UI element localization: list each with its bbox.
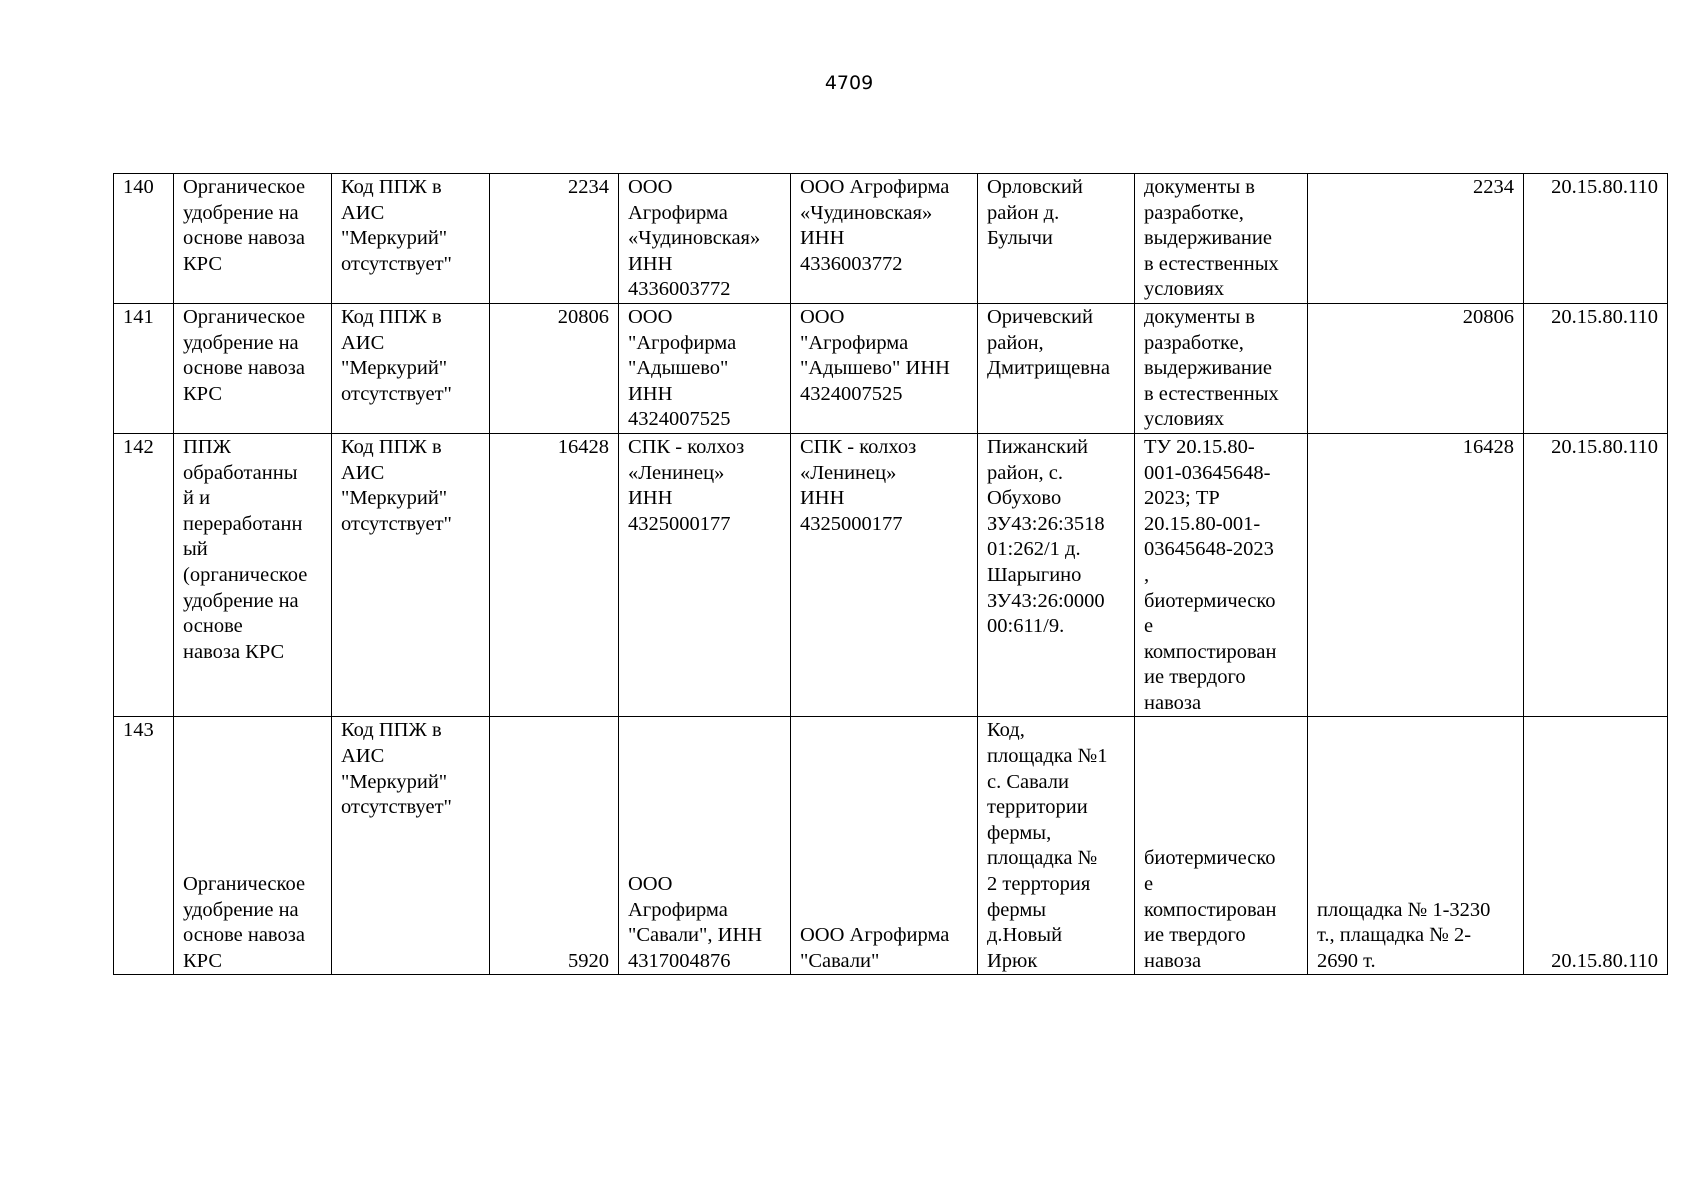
amount-value: 16428 [1462,435,1514,458]
okpd-code: 20.15.80.110 [1551,435,1658,458]
location-text: Пижанский район, с. Обухово ЗУ43:26:3518 01:262/1 д. Шарыгино ЗУ43:26:0000 00:611/9. [987,435,1105,638]
row-number: 143 [123,719,154,742]
page-number: 4709 [824,72,874,94]
okpd-cell [1524,174,1668,304]
volume-cell [490,174,619,304]
producer-name: СПК - колхоз «Ленинец» ИНН 4325000177 [628,435,745,535]
row-number: 141 [123,305,154,328]
amount-value: 2234 [1473,176,1514,198]
okpd-code: 20.15.80.110 [1551,949,1658,972]
docs-cell [1135,174,1308,304]
product-cell [174,174,332,304]
okpd-code: 20.15.80.110 [1551,305,1658,328]
producer-cell [619,303,791,433]
table-row [114,433,1668,717]
okpd-cell [1524,717,1668,975]
okpd-cell [1524,303,1668,433]
okpd-cell [1524,433,1668,717]
product-cell [174,303,332,433]
producer-cell [619,174,791,304]
amount-value: площадка № 1-3230 т., плащадка № 2- 2690 т. [1317,898,1491,972]
amount-cell [1308,303,1524,433]
location-text: Код, площадка №1 с. Савали территории фермы, площадка № 2 терртория фермы д.Новый Ирюк [987,719,1108,972]
row-number: 140 [123,176,154,198]
row-number-cell [114,303,174,433]
amount-cell [1308,717,1524,975]
product-name: Органическое удобрение на основе навоза КРС [183,873,306,972]
location-cell [978,433,1135,717]
producer-name: ООО Агрофирма "Савали", ИНН 4317004876 [628,873,763,972]
owner-cell [791,433,978,717]
code-cell [332,174,490,304]
volume-value: 5920 [568,949,609,972]
product-name: Органическое удобрение на основе навоза КРС [183,176,306,275]
producer-cell [619,717,791,975]
volume-value: 20806 [557,305,609,328]
mercury-code: Код ППЖ в АИС "Меркурий" отсутствует" [341,305,452,405]
product-name: Органическое удобрение на основе навоза КРС [183,305,306,405]
location-cell [978,717,1135,975]
producer-name: ООО "Агрофирма "Адышево" ИНН 4324007525 [628,305,737,431]
product-cell [174,433,332,717]
code-cell [332,303,490,433]
location-cell [978,303,1135,433]
docs-cell [1135,433,1308,717]
okpd-code: 20.15.80.110 [1551,176,1658,198]
mercury-code: Код ППЖ в АИС "Меркурий" отсутствует" [341,719,452,819]
volume-cell [490,303,619,433]
owner-cell [791,717,978,975]
row-number-cell [114,717,174,975]
owner-name: ООО Агрофирма «Чудиновская» ИНН 4336003772 [800,176,950,275]
mercury-code: Код ППЖ в АИС "Меркурий" отсутствует" [341,435,452,535]
product-name: ППЖ обработанны й и переработанн ый (органическое удобрение на основе навоза КРС [183,435,308,663]
volume-value: 16428 [557,435,609,458]
owner-cell [791,174,978,304]
volume-value: 2234 [568,176,609,198]
docs-text: документы в разработке, выдерживание в естественных условиях [1144,176,1279,301]
producer-cell [619,433,791,717]
docs-text: ТУ 20.15.80- 001-03645648- 2023; ТР 20.15.80-001- 03645648-2023 , биотермическо е компостирован ие твердого навоза [1144,435,1277,714]
volume-cell [490,717,619,975]
row-number: 142 [123,435,154,458]
location-text: Орловский район д. Булычи [987,176,1083,250]
product-cell [174,717,332,975]
row-number-cell [114,433,174,717]
table-row [114,717,1668,975]
row-number-cell [114,174,174,304]
owner-name: ООО Агрофирма "Савали" [800,924,950,972]
registry-table [113,173,1668,975]
location-text: Оричевский район, Дмитрищевна [987,305,1110,380]
owner-name: ООО "Агрофирма "Адышево" ИНН 4324007525 [800,305,950,405]
owner-cell [791,303,978,433]
owner-name: СПК - колхоз «Ленинец» ИНН 4325000177 [800,435,917,535]
volume-cell [490,433,619,717]
amount-cell [1308,433,1524,717]
docs-cell [1135,303,1308,433]
docs-cell [1135,717,1308,975]
docs-text: документы в разработке, выдерживание в естественных условиях [1144,305,1279,431]
amount-value: 20806 [1462,305,1514,328]
docs-text: биотермическо е компостирован ие твердого навоза [1144,847,1277,972]
table-row [114,174,1668,304]
producer-name: ООО Агрофирма «Чудиновская» ИНН 4336003772 [628,176,761,301]
location-cell [978,174,1135,304]
mercury-code: Код ППЖ в АИС "Меркурий" отсутствует" [341,176,452,275]
code-cell [332,717,490,975]
amount-cell [1308,174,1524,304]
code-cell [332,433,490,717]
table-row [114,303,1668,433]
